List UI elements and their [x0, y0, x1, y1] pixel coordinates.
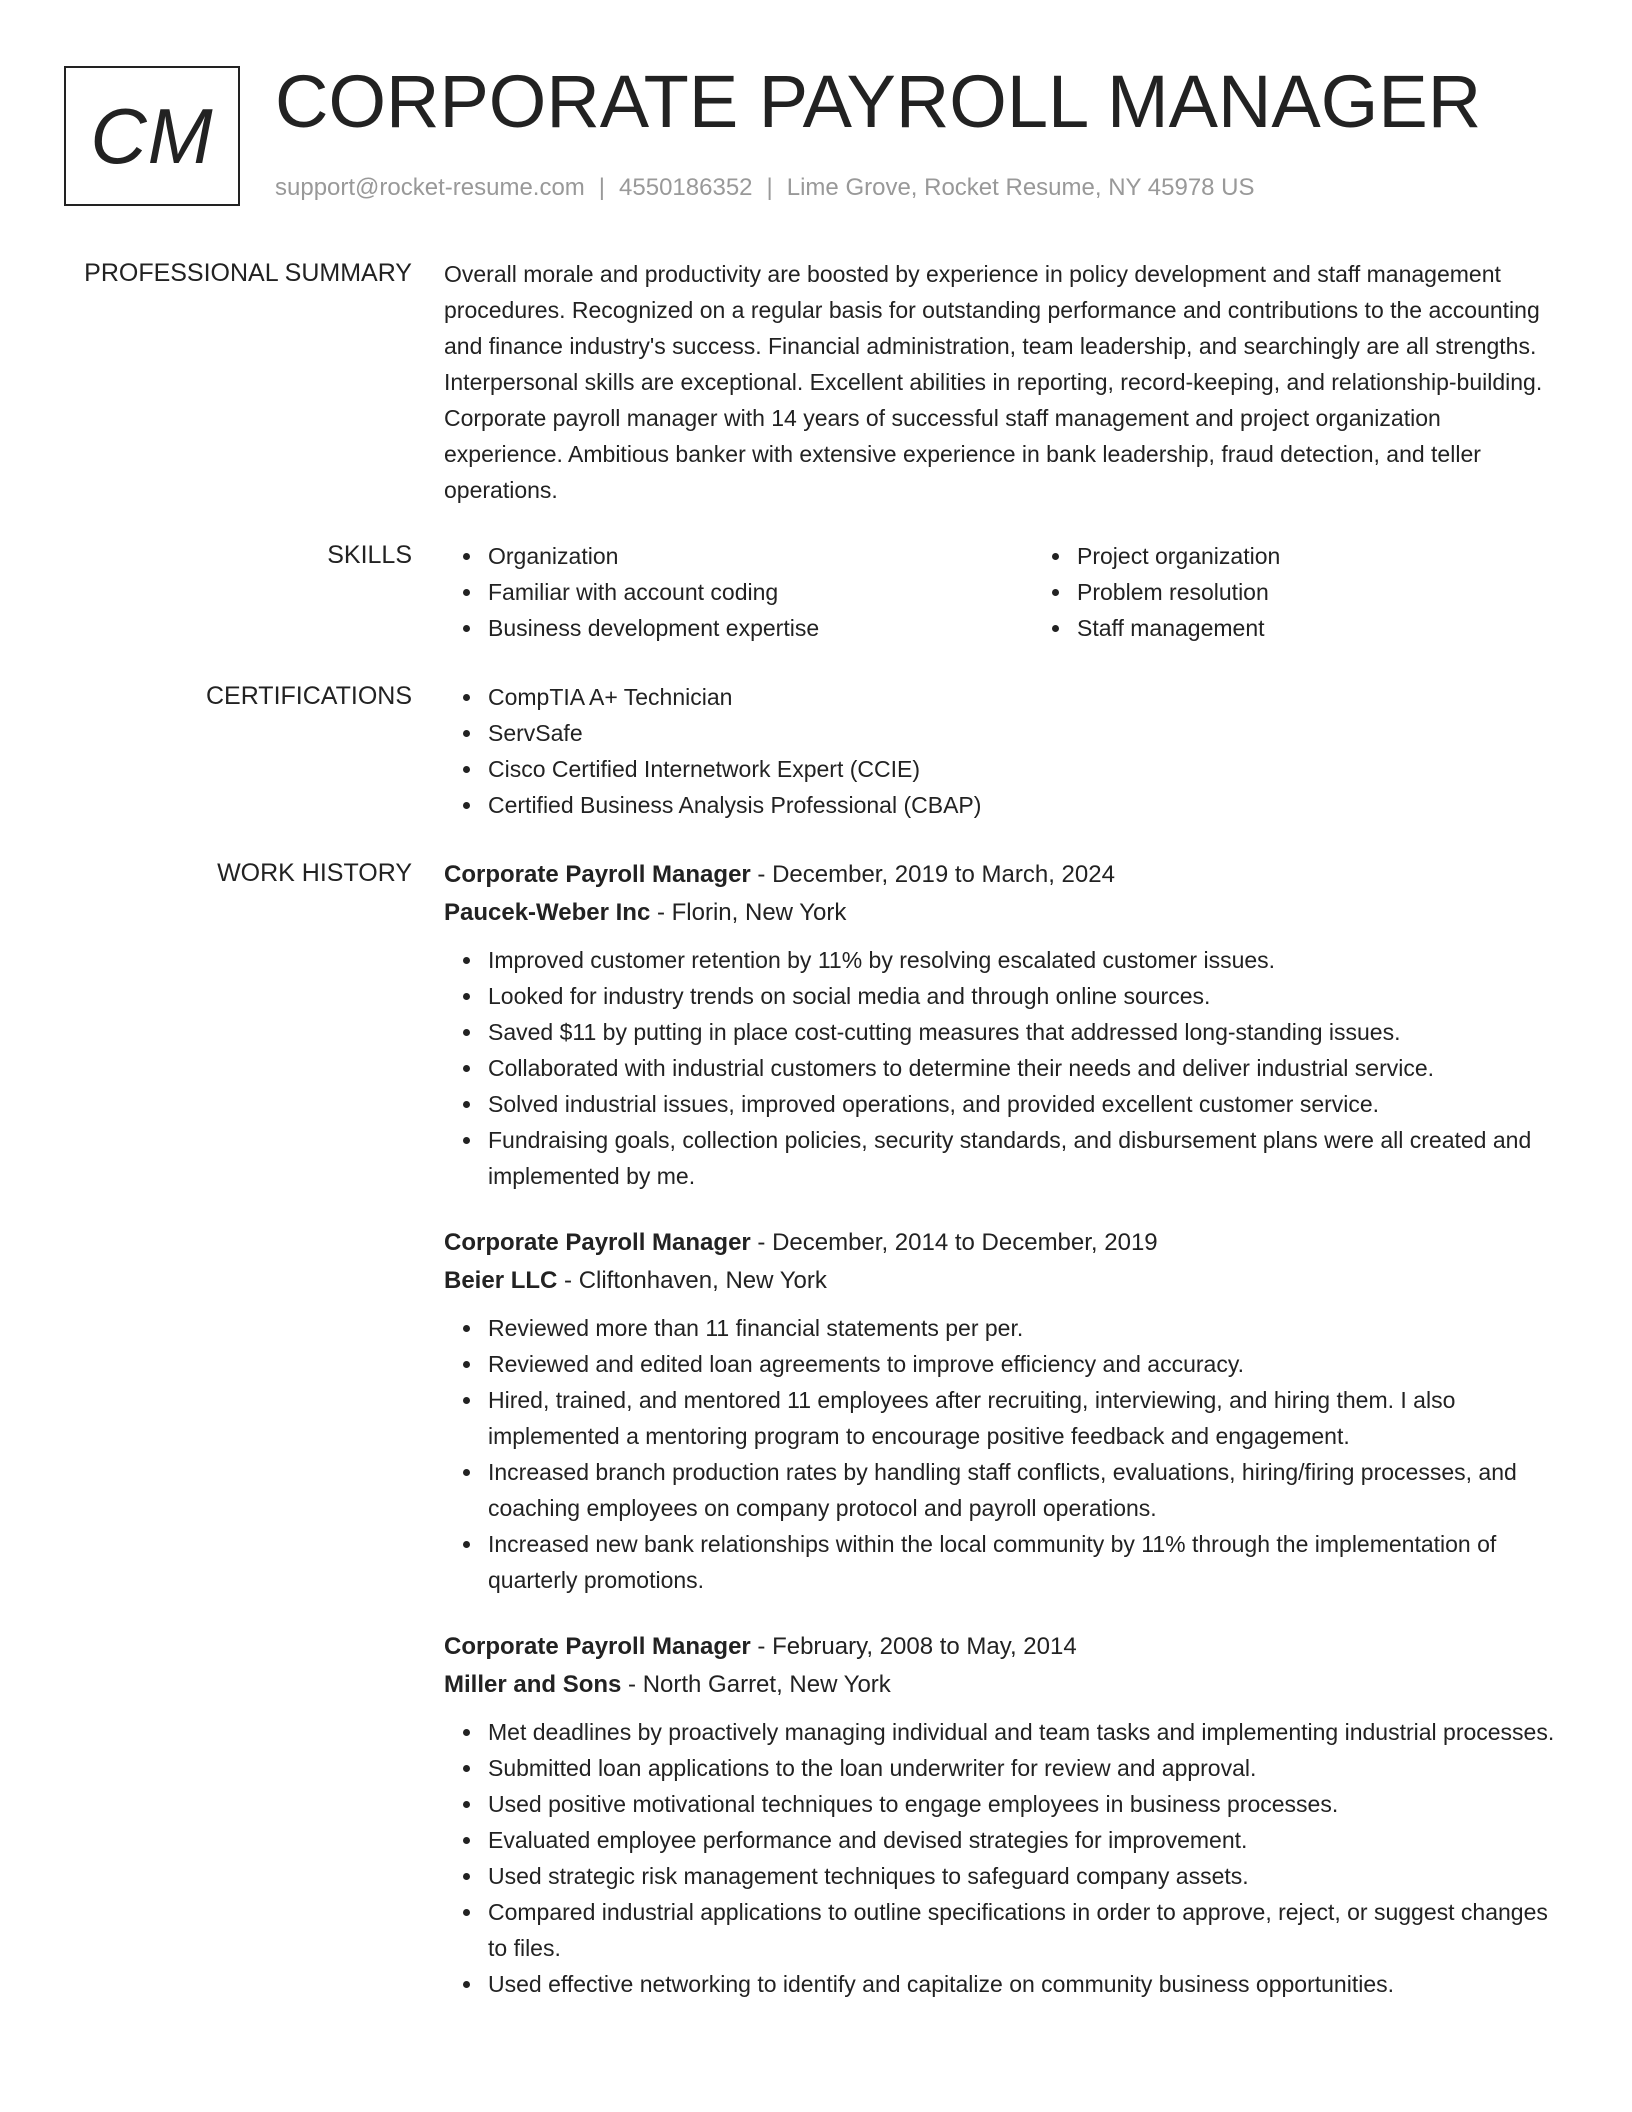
job-company-line [444, 1666, 1564, 1704]
job-title-line [444, 1224, 1564, 1262]
contact-email: support@rocket-resume.com [275, 174, 585, 201]
certification-item: CompTIA A+ Technician [488, 679, 1564, 715]
skills-body [444, 538, 1564, 646]
skills-list-right [1033, 538, 1622, 646]
certifications-list [444, 679, 1564, 823]
job-company: Miller and Sons [444, 1671, 622, 1698]
job-bullet: Reviewed and edited loan agreements to improve efficiency and accuracy. [488, 1346, 1564, 1382]
certification-item: Certified Business Analysis Professional (CBAP) [488, 787, 1564, 823]
certification-item: ServSafe [488, 715, 1564, 751]
job-bullet: Looked for industry trends on social media and through online sources. [488, 978, 1564, 1014]
section-label-skills: SKILLS [327, 541, 412, 569]
job-company: Beier LLC [444, 1267, 558, 1294]
section-label-summary: PROFESSIONAL SUMMARY [84, 259, 412, 287]
job-location: - Florin, New York [650, 899, 847, 926]
section-label-work-history: WORK HISTORY [217, 859, 412, 887]
skill-item: Project organization [1077, 538, 1622, 574]
job-entry [444, 1224, 1564, 1598]
monogram-box [64, 66, 240, 206]
resume-title: CORPORATE PAYROLL MANAGER [275, 60, 1482, 143]
job-bullet: Collaborated with industrial customers to determine their needs and deliver industrial service. [488, 1050, 1564, 1086]
job-bullet: Increased branch production rates by handling staff conflicts, evaluations, hiring/firing processes, and coaching employees on company protocol and payroll operations. [488, 1454, 1564, 1526]
skill-item: Business development expertise [488, 610, 1033, 646]
job-company-line [444, 894, 1564, 932]
job-title-line [444, 856, 1564, 894]
skill-item: Organization [488, 538, 1033, 574]
job-bullet: Saved $11 by putting in place cost-cutting measures that addressed long-standing issues. [488, 1014, 1564, 1050]
job-bullet: Improved customer retention by 11% by resolving escalated customer issues. [488, 942, 1564, 978]
job-entry [444, 1628, 1564, 2002]
job-bullet: Reviewed more than 11 financial statements per per. [488, 1310, 1564, 1346]
contact-line [275, 172, 1255, 204]
job-bullet: Compared industrial applications to outline specifications in order to approve, reject, or suggest changes to files. [488, 1894, 1564, 1966]
job-bullet: Used effective networking to identify and capitalize on community business opportunities. [488, 1966, 1564, 2002]
job-bullets [444, 1310, 1564, 1598]
skill-item: Staff management [1077, 610, 1622, 646]
certifications-body [444, 679, 1564, 823]
job-location: - North Garret, New York [621, 1671, 891, 1698]
job-title: Corporate Payroll Manager [444, 1229, 751, 1256]
skill-item: Problem resolution [1077, 574, 1622, 610]
certification-item: Cisco Certified Internetwork Expert (CCIE) [488, 751, 1564, 787]
job-location: - Cliftonhaven, New York [557, 1267, 827, 1294]
job-bullet: Increased new bank relationships within the local community by 11% through the implementation of quarterly promotions. [488, 1526, 1564, 1598]
contact-separator: | [598, 174, 606, 201]
job-bullet: Evaluated employee performance and devised strategies for improvement. [488, 1822, 1564, 1858]
contact-address: Lime Grove, Rocket Resume, NY 45978 US [786, 174, 1255, 201]
skills-list-left [444, 538, 1033, 646]
job-title-line [444, 1628, 1564, 1666]
job-bullet: Submitted loan applications to the loan underwriter for review and approval. [488, 1750, 1564, 1786]
summary-text: Overall morale and productivity are boosted by experience in policy development and staff management procedures. Recognized on a regular basis for outstanding performance and contributions to the accounting and finance industry's success. Financial administration, team leadership, and searchingly are all strengths. Interpersonal skills are exceptional. Excellent abilities in reporting, record-keeping, and relationship-building. Corporate payroll manager with 14 years of successful staff management and project organization experience. Ambitious banker with extensive experience in bank leadership, fraud detection, and teller operations. [444, 261, 1543, 503]
job-company-line [444, 1262, 1564, 1300]
job-dates: - February, 2008 to May, 2014 [750, 1633, 1077, 1660]
skill-item: Familiar with account coding [488, 574, 1033, 610]
job-company: Paucek-Weber Inc [444, 899, 651, 926]
contact-separator: | [766, 174, 773, 201]
job-bullet: Hired, trained, and mentored 11 employees after recruiting, interviewing, and hiring them. I also implemented a mentoring program to encourage positive feedback and engagement. [488, 1382, 1564, 1454]
job-bullets [444, 942, 1564, 1194]
job-dates: - December, 2014 to December, 2019 [750, 1229, 1158, 1256]
job-bullet: Fundraising goals, collection policies, security standards, and disbursement plans were all created and implemented by me. [488, 1122, 1564, 1194]
summary-body [444, 256, 1564, 508]
monogram-initials: CM [90, 91, 214, 180]
work-history-body [444, 856, 1564, 2002]
job-bullet: Used positive motivational techniques to engage employees in business processes. [488, 1786, 1564, 1822]
section-label-certifications: CERTIFICATIONS [205, 682, 412, 710]
job-bullet: Used strategic risk management techniques to safeguard company assets. [488, 1858, 1564, 1894]
job-title: Corporate Payroll Manager [444, 861, 751, 888]
job-bullets [444, 1714, 1564, 2002]
job-dates: - December, 2019 to March, 2024 [750, 861, 1115, 888]
job-bullet: Met deadlines by proactively managing individual and team tasks and implementing industrial processes. [488, 1714, 1564, 1750]
job-entry [444, 856, 1564, 1194]
contact-phone: 4550186352 [619, 174, 753, 201]
job-title: Corporate Payroll Manager [444, 1633, 751, 1660]
job-bullet: Solved industrial issues, improved operations, and provided excellent customer service. [488, 1086, 1564, 1122]
